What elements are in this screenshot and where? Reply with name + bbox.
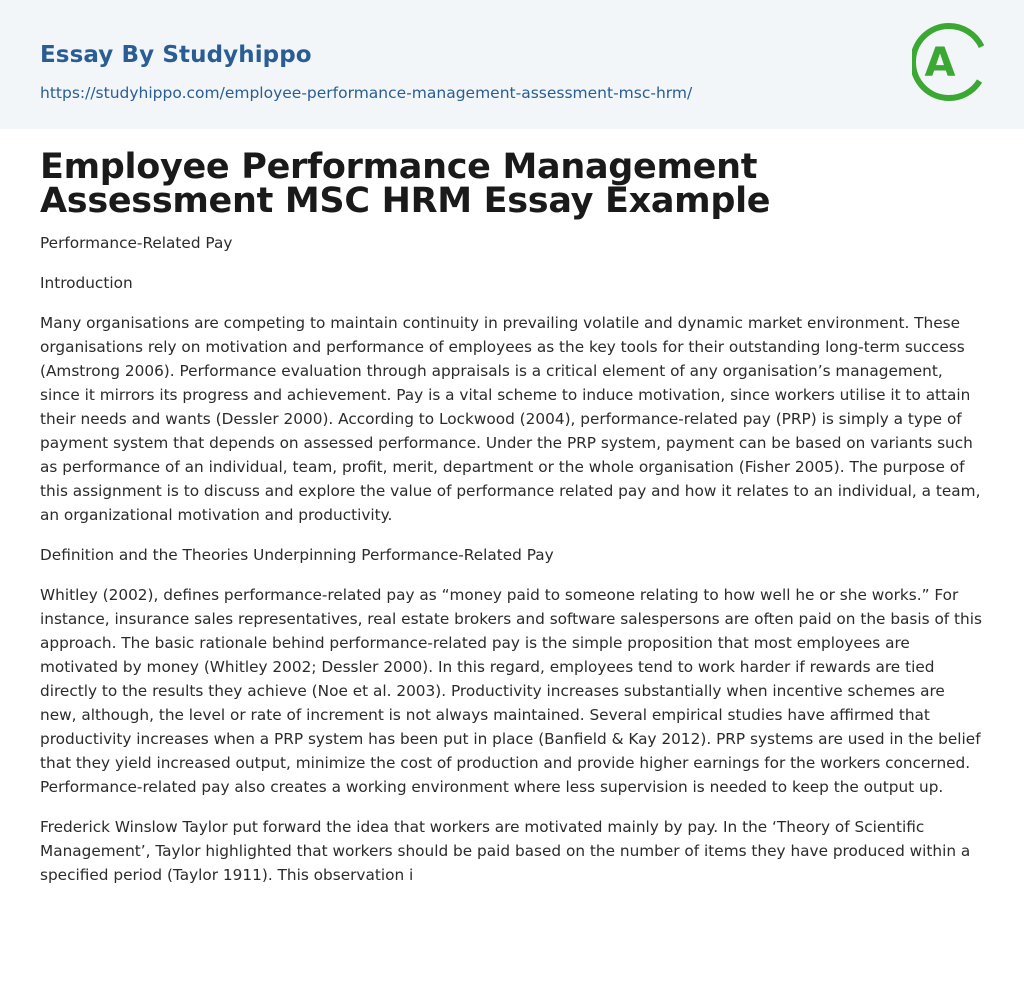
studyhippo-logo-icon[interactable] xyxy=(912,19,986,105)
article-paragraph: Definition and the Theories Underpinning Performance-Related Pay xyxy=(40,546,554,564)
page-url-link[interactable]: https://studyhippo.com/employee-performance-management-assessment-msc-hrm/ xyxy=(40,84,693,102)
article-paragraph: Introduction xyxy=(40,274,133,292)
logo-letter: A xyxy=(924,40,956,86)
article-paragraph: Performance-Related Pay xyxy=(40,234,233,252)
article-paragraph: Many organisations are competing to maintain continuity in prevailing volatile and dynamic market environment. These organisations rely on motivation and performance of employees as the key tools for their outstanding long-term success (Amstrong 2006). Performance evaluation through appraisals is a critical element of any organisation’s management, since it mirrors its progress and achievement. Pay is a vital scheme to induce motivation, since workers utilise it to attain their needs and wants (Dessler 2000). According to Lockwood (2004), performance-related pay (PRP) is simply a type of payment system that depends on assessed performance. Under the PRP system, payment can be based on variants such as performance of an individual, team, profit, merit, department or the whole organisation (Fisher 2005). The purpose of this assignment is to discuss and explore the value of performance related pay and how it relates to an individual, a team, an organizational motivation and productivity. xyxy=(40,314,981,524)
article-paragraph: Whitley (2002), defines performance-related pay as “money paid to someone relating to how well he or she works.” For instance, insurance sales representatives, real estate brokers and software salespersons are often paid on the basis of this approach. The basic rationale behind performance-related pay is the simple proposition that most employees are motivated by money (Whitley 2002; Dessler 2000). In this regard, employees tend to work harder if rewards are tied directly to the results they achieve (Noe et al. 2003). Productivity increases substantially when incentive schemes are new, although, the level or rate of increment is not always maintained. Several empirical studies have affirmed that productivity increases when a PRP system has been put in place (Banfield & Kay 2012). PRP systems are used in the belief that they yield increased output, minimize the cost of production and provide higher earnings for the workers concerned. Performance-related pay also creates a working environment where less supervision is needed to keep the output up. xyxy=(40,586,982,796)
article-title: Employee Performance Management Assessment MSC HRM Essay Example xyxy=(40,147,771,221)
site-header xyxy=(0,0,1024,129)
site-brand[interactable]: Essay By Studyhippo xyxy=(40,42,312,68)
article xyxy=(40,147,985,887)
article-paragraph: Frederick Winslow Taylor put forward the idea that workers are motivated mainly by pay. In the ‘Theory of Scientific Management’, Taylor highlighted that workers should be paid based on the number of items they have produced within a specified period (Taylor 1911). This observation i xyxy=(40,818,971,884)
